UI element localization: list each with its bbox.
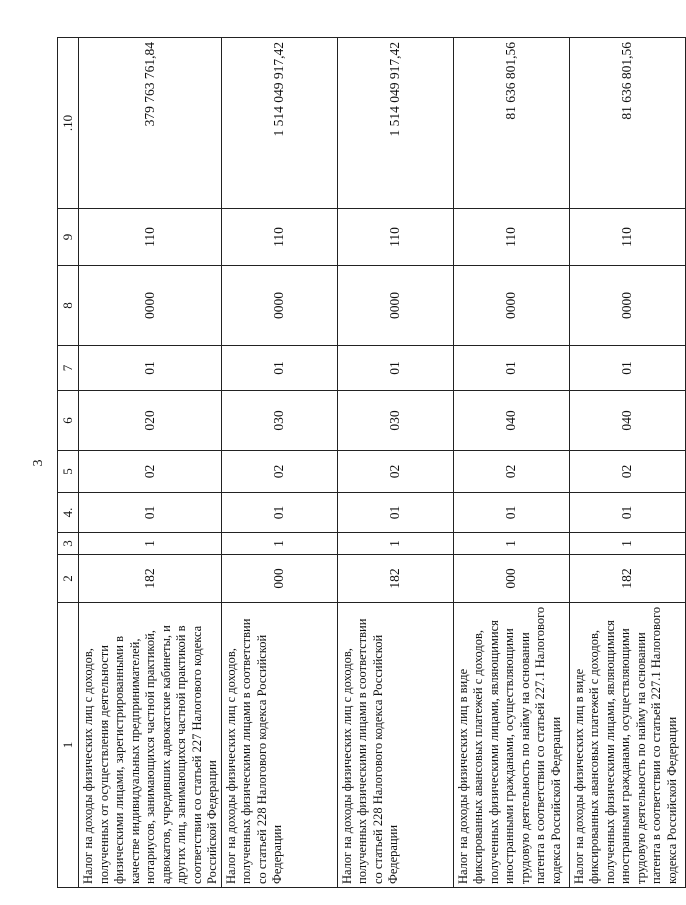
header-cell: 4. <box>58 493 79 533</box>
article-code-cell: 02 <box>221 451 337 493</box>
subarticle-code-cell: 040 <box>453 391 569 451</box>
subarticle-code-cell: 030 <box>221 391 337 451</box>
revenue-table <box>57 37 686 888</box>
subarticle-code-cell: 020 <box>79 391 222 451</box>
header-cell: 1 <box>58 603 79 888</box>
economic-code-cell: 110 <box>337 209 453 266</box>
program-code-cell: 0000 <box>453 266 569 346</box>
group-code-cell: 1 <box>79 533 222 555</box>
page-number: 3 <box>31 459 46 467</box>
subgroup-code-cell: 01 <box>569 493 685 533</box>
table-row <box>569 38 685 888</box>
admin-code-cell: 182 <box>79 555 222 603</box>
header-cell: 2 <box>58 555 79 603</box>
header-cell: 5 <box>58 451 79 493</box>
admin-code-cell: 182 <box>569 555 685 603</box>
amount-cell: 1 514 049 917,42 <box>337 38 453 209</box>
program-code-cell: 0000 <box>569 266 685 346</box>
subgroup-code-cell: 01 <box>79 493 222 533</box>
economic-code-cell: 110 <box>79 209 222 266</box>
article-code-cell: 02 <box>79 451 222 493</box>
element-code-cell: 01 <box>221 346 337 391</box>
header-cell: 8 <box>58 266 79 346</box>
element-code-cell: 01 <box>453 346 569 391</box>
economic-code-cell: 110 <box>569 209 685 266</box>
article-code-cell: 02 <box>569 451 685 493</box>
program-code-cell: 0000 <box>221 266 337 346</box>
economic-code-cell: 110 <box>221 209 337 266</box>
admin-code-cell: 000 <box>453 555 569 603</box>
amount-cell: 1 514 049 917,42 <box>221 38 337 209</box>
group-code-cell: 1 <box>337 533 453 555</box>
subgroup-code-cell: 01 <box>337 493 453 533</box>
program-code-cell: 0000 <box>337 266 453 346</box>
economic-code-cell: 110 <box>453 209 569 266</box>
subgroup-code-cell: 01 <box>221 493 337 533</box>
element-code-cell: 01 <box>569 346 685 391</box>
income-name-cell: Налог на доходы физических лиц в виде фиксированных авансовых платежей с доходов, полученных физическими лицами, являющимися иностранными гражданами, осуществляющими трудовую деятельность по найму на основании патента в соответствии со статьей 227.1 Налогового кодекса Российской Федерации <box>569 603 685 888</box>
group-code-cell: 1 <box>569 533 685 555</box>
group-code-cell: 1 <box>453 533 569 555</box>
header-cell: 6 <box>58 391 79 451</box>
article-code-cell: 02 <box>453 451 569 493</box>
income-name-cell: Налог на доходы физических лиц в виде фиксированных авансовых платежей с доходов, полученных физическими лицами, являющимися иностранными гражданами, осуществляющими трудовую деятельность по найму на основании патента в соответствии со статьей 227.1 Налогового кодекса Российской Федерации <box>453 603 569 888</box>
header-cell: 9 <box>58 209 79 266</box>
group-code-cell: 1 <box>221 533 337 555</box>
article-code-cell: 02 <box>337 451 453 493</box>
subarticle-code-cell: 040 <box>569 391 685 451</box>
admin-code-cell: 182 <box>337 555 453 603</box>
table-row <box>453 38 569 888</box>
header-cell: 3 <box>58 533 79 555</box>
subarticle-code-cell: 030 <box>337 391 453 451</box>
amount-cell: 81 636 801,56 <box>453 38 569 209</box>
table-row <box>337 38 453 888</box>
element-code-cell: 01 <box>337 346 453 391</box>
income-name-cell: Налог на доходы физических лиц с доходов, полученных физическими лицами в соответствии со статьей 228 Налогового кодекса Российской Федерации <box>221 603 337 888</box>
amount-cell: 81 636 801,56 <box>569 38 685 209</box>
header-cell: 7 <box>58 346 79 391</box>
table-row <box>221 38 337 888</box>
header-cell: .10 <box>58 38 79 209</box>
income-name-cell: Налог на доходы физических лиц с доходов, полученных физическими лицами в соответствии со статьей 228 Налогового кодекса Российской Федерации <box>337 603 453 888</box>
admin-code-cell: 000 <box>221 555 337 603</box>
rotated-page-content <box>31 38 679 888</box>
income-name-cell: Налог на доходы физических лиц с доходов, полученных от осуществления деятельности физическими лицами, зарегистрированными в качестве индивидуальных предпринимателей, нотариусов, занимающихся частной практикой, адвокатов, учредивших адвокатские кабинеты, и других лиц, занимающихся частной практикой в соответствии со статьей 227 Налогового кодекса Российской Федерации <box>79 603 222 888</box>
element-code-cell: 01 <box>79 346 222 391</box>
subgroup-code-cell: 01 <box>453 493 569 533</box>
table-header-row <box>58 38 79 888</box>
program-code-cell: 0000 <box>79 266 222 346</box>
table-row <box>79 38 222 888</box>
amount-cell: 379 763 761,84 <box>79 38 222 209</box>
